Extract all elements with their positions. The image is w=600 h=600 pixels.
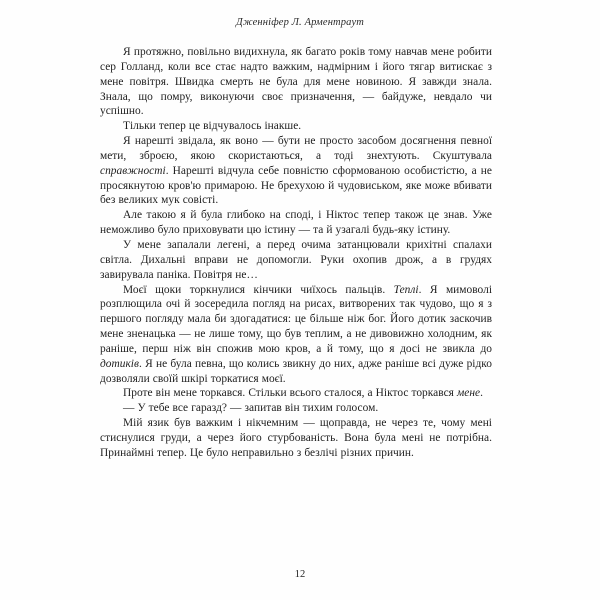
paragraph: Проте він мене торкався. Стільки всього сталося, а Ніктос торкався мене. (123, 387, 483, 400)
paragraph: Я протяжно, повільно видихнула, як багато років тому навчав мене робити сер Голланд, коли все стає надто важким, надмірним і його тягар витискає з мене повітря. Швидка смерть не була для мене новиною. Я завжди знала. Знала, що помру, виконуючи своє призначення, — байдуже, невдало чи успішно. (100, 46, 492, 118)
running-head: Дженніфер Л. Арментраут (235, 17, 364, 28)
paragraph: Мій язик був важким і нікчемним — щоправда, не через те, чому мені стиснулися груди, а через його стурбованість. Вона була мені не потрібна. Принаймні тепер. Це було неправильно з безлічі різних причин. (100, 417, 492, 459)
paragraph: Тільки тепер це відчувалось інакше. (123, 120, 302, 133)
paragraph: Але такою я й була глибоко на споді, і Ніктос тепер також це знав. Уже неможливо було приховувати цю істину — та й узагалі будь-яку істину. (100, 209, 492, 237)
page-number: 12 (294, 569, 306, 580)
paragraph: — У тебе все гаразд? — запитав він тихим голосом. (123, 402, 379, 415)
paragraph: Я нарешті звідала, як воно — бути не просто засобом досягнення певної мети, зброєю, якою скористаються, а тоді знехтують. Скуштувала справжності. Нарешті відчула себе повністю сформованою особистістю, а не просякнутою кров'ю примарою. Не брехухою й чудовиськом, яке може вбивати без великих мук совісті. (100, 135, 492, 207)
paragraph: Моєї щоки торкнулися кінчики чиїхось пальців. Теплі. Я мимоволі розплющила очі й зосередила погляд на рисах, витворених так чудово, що я з першого погляду мала би здогадатися: це більше ніж бог. Його дотик заскочив мене зненацька — не лише тому, що був теплим, а не дивовижно холодним, як раніше, перш ніж він спожив мою кров, а й тому, що я досі не звикла до дотиків. Я не була певна, що колись звикну до них, адже раніше всі дуже рідко дозволяли своїй шкірі торкатися моєї. (100, 283, 493, 385)
paragraph: У мене запалали легені, а перед очима затанцювали крихітні спалахи світла. Дихальні вправи не допомогли. Руки охопив дрож, а в грудях завирувала паніка. Повітря не… (100, 238, 492, 281)
body-text-block (100, 45, 492, 461)
